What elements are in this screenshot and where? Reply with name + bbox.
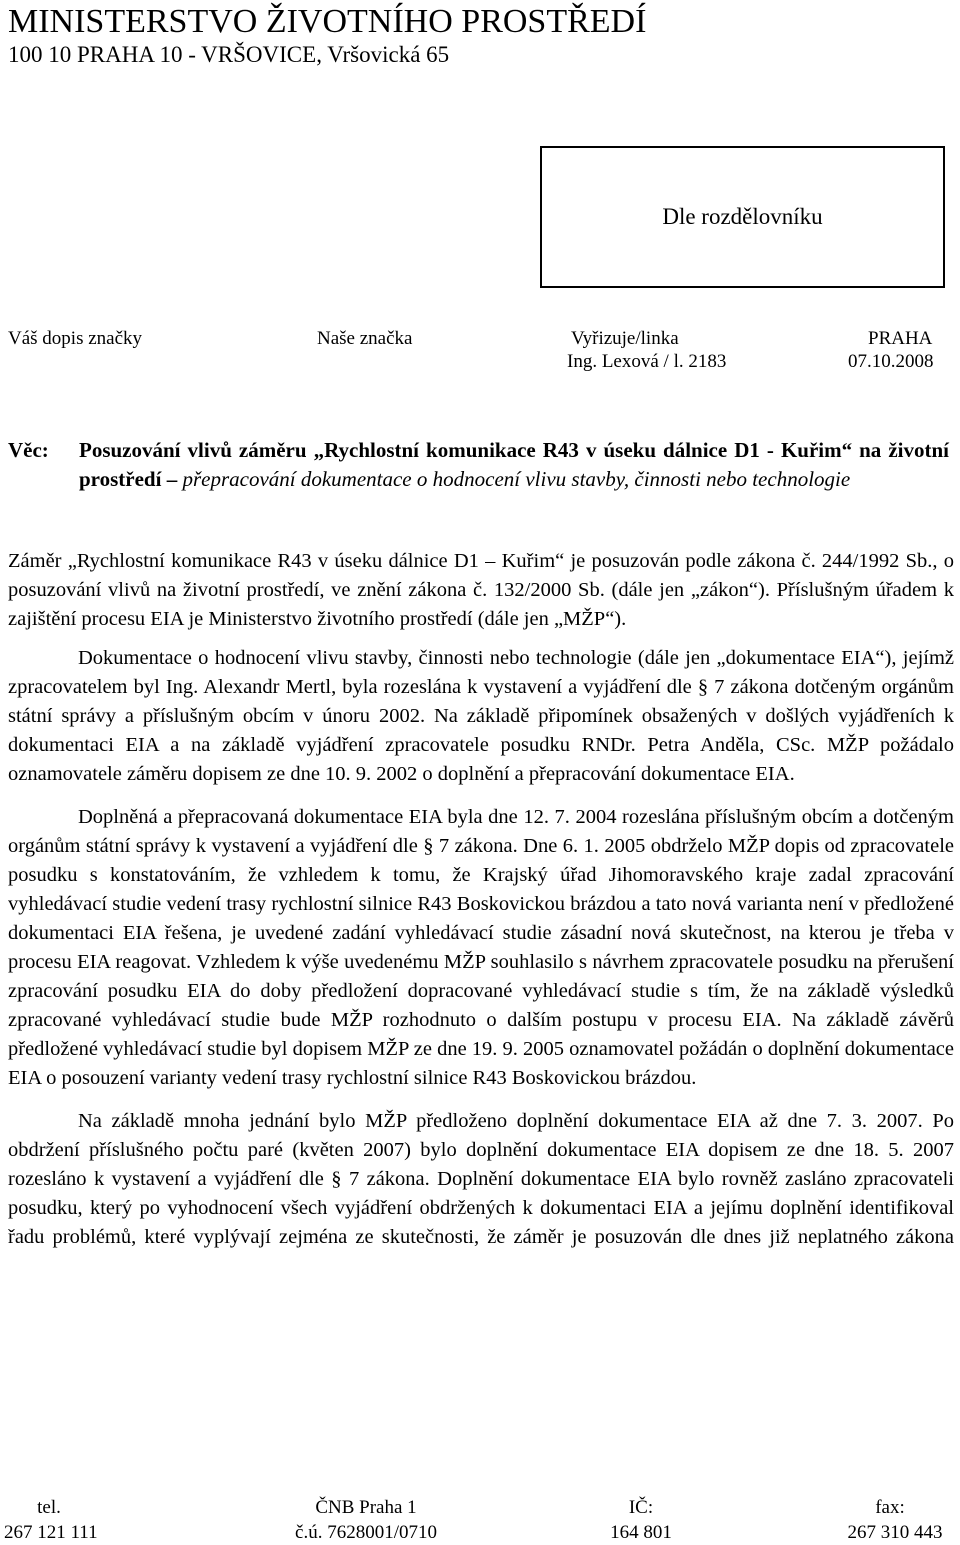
paragraph-3: Doplněná a přepracovaná dokumentace EIA byla dne 12. 7. 2004 rozeslána příslušným obcím a dotčeným orgánům státní správy k vystavení a vyjádření dle § 7 zákona. Dne 6. 1. 2005 obdrželo MŽP dopis od zpracovatele posudku s konstatováním, že vzhledem k tomu, že Krajský úřad Jihomoravského kraje zadal zpracování vyhledávací studie vedení trasy rychlostní silnice R43 Boskovickou brázdou a tato nová varianta není v předložené dokumentaci EIA řešena, je uvedené zadání vyhledávací studie zásadní nová skutečnost, na kterou je třeba v procesu EIA reagovat. Vzhledem k výše uvedenému MŽP souhlasilo s návrhem zpracovatele posudku na přerušení zpracování posudku EIA do doby předložení dopracované vyhledávací studie s tím, že na základě výsledků zpracované vyhledávací studie bude MŽP rozhodnuto o dalším postupu v procesu EIA. Na základě závěrů předložené vyhledávací studie byl dopisem MŽP ze dne 19. 9. 2005 oznamovatel požádán o doplnění dokumentace EIA o posouzení varianty vedení trasy rychlostní silnice R43 Boskovickou brázdou. [8,806,954,1089]
paragraph-4: Na základě mnoha jednání bylo MŽP předloženo doplnění dokumentace EIA až dne 7. 3. 2007. Po obdržení příslušného počtu paré (květen 2007) bylo doplnění dokumentace EIA dopisem ze dne 18. 5. 2007 rozesláno k vystavení a vyjádření dle § 7 zákona. Doplnění dokumentace EIA bylo rovněž zasláno zpracovateli posudku, který po vyhodnocení všech vyjádření obdržených k dokumentaci EIA a jejímu doplnění identifikoval řadu problémů, které vyplývají zejména ze skutečnosti, že záměr je posuzován dle dnes již neplatného zákona [8,1110,954,1248]
footer-bank-label: ČNB Praha 1 [315,1497,417,1518]
ministry-address: 100 10 PRAHA 10 - VRŠOVICE, Vršovická 65 [8,42,450,67]
handled-by-value: Ing. Lexová / l. 2183 [567,351,727,372]
footer-fax-label: fax: [875,1497,905,1518]
footer-tel-label: tel. [37,1497,61,1518]
ministry-name: MINISTERSTVO ŽIVOTNÍHO PROSTŘEDÍ [8,3,647,40]
your-ref-label: Váš dopis značky [8,328,143,349]
footer-bank-value: č.ú. 7628001/0710 [295,1522,437,1543]
subject-text [79,436,949,494]
handled-by-label: Vyřizuje/linka [571,328,679,349]
our-ref-label: Naše značka [317,328,413,349]
recipient-label: Dle rozdělovníku [662,204,823,229]
date: 07.10.2008 [848,351,934,372]
footer-tel-value: 267 121 111 [4,1522,98,1543]
paragraph-2: Dokumentace o hodnocení vlivu stavby, činnosti nebo technologie (dále jen „dokumentace EIA“), jejímž zpracovatelem byl Ing. Alexandr Mertl, byla rozeslána k vystavení a vyjádření dle § 7 zákona dotčeným orgánům státní správy a příslušným obcím v únoru 2002. Na základě připomínek obsažených v došlých vyjádřeních k dokumentaci EIA a na základě vyjádření zpracovatele posudku RNDr. Petra Anděla, CSc. MŽP požádalo oznamovatele záměru dopisem ze dne 10. 9. 2002 o doplnění a přepracování dokumentace EIA. [8,647,954,785]
footer-ic-label: IČ: [628,1497,654,1518]
paragraph-1: Záměr „Rychlostní komunikace R43 v úseku dálnice D1 – Kuřim“ je posuzován podle zákona č. 244/1992 Sb., o posuzování vlivů na životní prostředí, ve znění zákona č. 132/2000 Sb. (dále jen „zákon“). Příslušným úřadem k zajištění procesu EIA je Ministerstvo životního prostředí (dále jen „MŽP“). [8,550,954,630]
place: PRAHA [868,328,933,349]
subject-detail: přepracování dokumentace o hodnocení vlivu stavby, činnosti nebo technologie [177,467,851,491]
recipient-box [540,146,945,288]
footer-ic-value: 164 801 [610,1522,672,1543]
letter-body [8,547,954,1252]
footer-fax-value: 267 310 443 [847,1522,943,1543]
subject-main: Posuzování vlivů záměru „Rychlostní komunikace R43 v úseku dálnice D1 - Kuřim“ na životní prostředí – [79,438,949,491]
subject-label: Věc: [8,438,49,462]
